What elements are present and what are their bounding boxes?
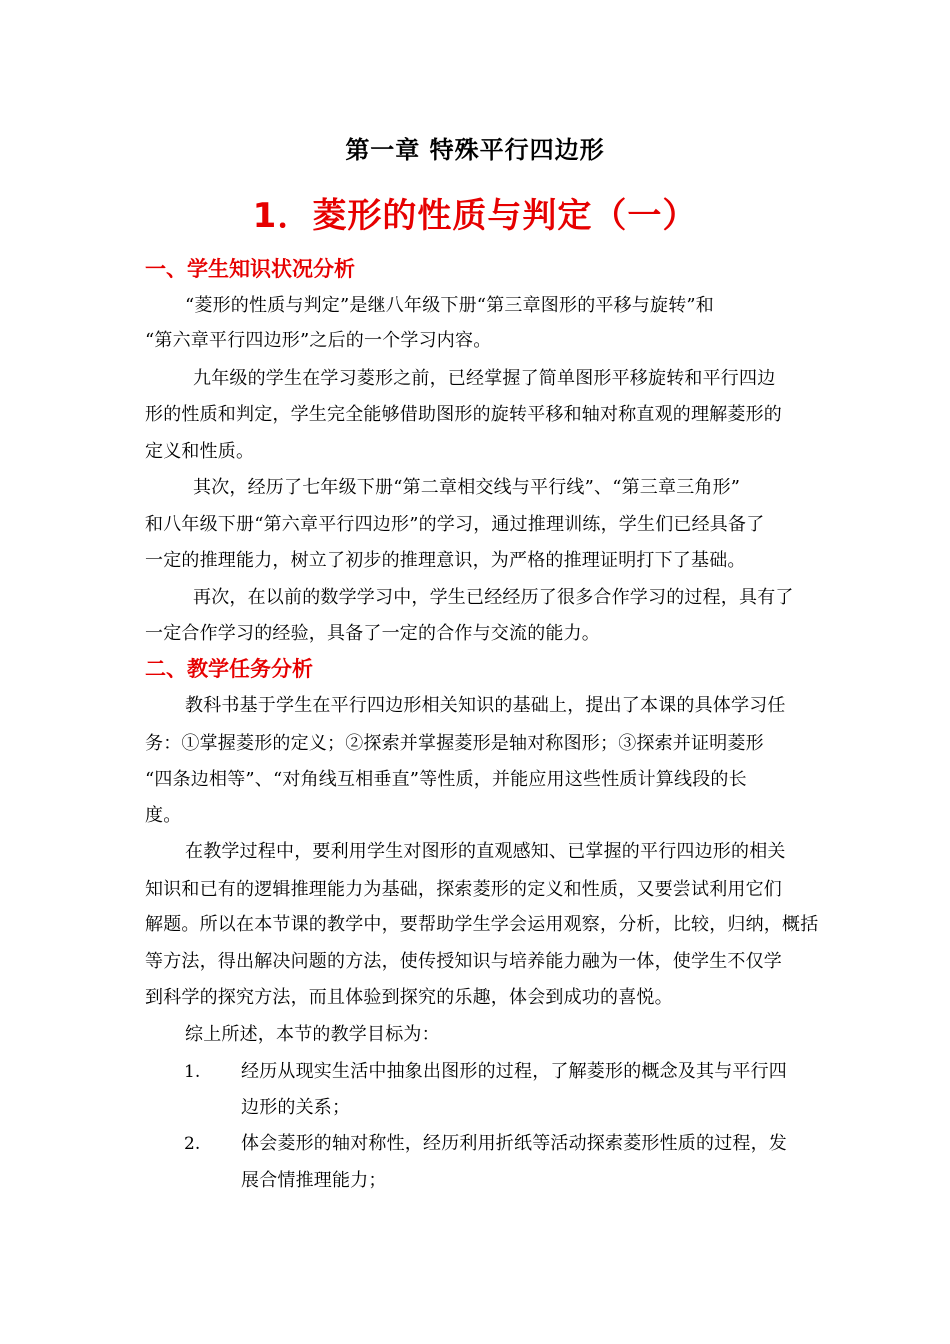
- paragraph-line: 和八年级下册“第六章平行四边形”的学习，通过推理训练，学生们已经具备了: [145, 514, 765, 535]
- paragraph-line: 务：①掌握菱形的定义；②探索并掌握菱形是轴对称图形；③探索并证明菱形: [145, 733, 764, 754]
- paragraph-line: “菱形的性质与判定”是继八年级下册“第三章图形的平移与旋转”和: [185, 295, 715, 316]
- paragraph-line: 度。: [145, 805, 182, 826]
- paragraph-line: 等方法，得出解决问题的方法，使传授知识与培养能力融为一体，使学生不仅学: [145, 951, 782, 972]
- paragraph-line: 再次，在以前的数学学习中，学生已经经历了很多合作学习的过程，具有了: [193, 587, 794, 608]
- objective-line: 体会菱形的轴对称性，经历利用折纸等活动探索菱形性质的过程，发: [241, 1133, 787, 1154]
- paragraph-line: 九年级的学生在学习菱形之前，已经掌握了简单图形平移旋转和平行四边: [193, 368, 776, 389]
- objective-line: 经历从现实生活中抽象出图形的过程，了解菱形的概念及其与平行四: [241, 1061, 787, 1082]
- paragraph-line: 解题。所以在本节课的教学中，要帮助学生学会运用观察，分析，比较，归纳，概括: [145, 914, 819, 935]
- paragraph-line: 在教学过程中，要利用学生对图形的直观感知、已掌握的平行四边形的相关: [185, 841, 786, 862]
- chapter-title: 第一章 特殊平行四边形: [345, 136, 605, 164]
- paragraph-line: “四条边相等”、“对角线互相垂直”等性质，并能应用这些性质计算线段的长: [145, 769, 747, 790]
- paragraph-line: 到科学的探究方法，而且体验到探究的乐趣，体会到成功的喜悦。: [145, 987, 673, 1008]
- paragraph-line: “第六章平行四边形”之后的一个学习内容。: [145, 330, 492, 351]
- paragraph-line: 定义和性质。: [145, 441, 255, 462]
- objective-number: 1.: [184, 1062, 201, 1082]
- paragraph-line: 一定的推理能力，树立了初步的推理意识，为严格的推理证明打下了基础。: [145, 550, 746, 571]
- paragraph-line: 知识和已有的逻辑推理能力为基础，探索菱形的定义和性质，又要尝试利用它们: [145, 879, 782, 900]
- paragraph-line: 其次，经历了七年级下册“第二章相交线与平行线”、“第三章三角形”: [193, 477, 741, 498]
- objective-line: 边形的关系；: [241, 1097, 351, 1118]
- section-heading-task-analysis: 二、教学任务分析: [145, 657, 313, 681]
- lesson-title: 1．菱形的性质与判定（一）: [252, 196, 698, 236]
- objective-line: 展合情推理能力；: [241, 1170, 387, 1191]
- paragraph-line: 综上所述，本节的教学目标为：: [185, 1024, 440, 1045]
- paragraph-line: 形的性质和判定，学生完全能够借助图形的旋转平移和轴对称直观的理解菱形的: [145, 404, 782, 425]
- objective-number: 2.: [184, 1134, 201, 1154]
- paragraph-line: 教科书基于学生在平行四边形相关知识的基础上，提出了本课的具体学习任: [185, 695, 786, 716]
- section-heading-student-analysis: 一、学生知识状况分析: [145, 257, 355, 281]
- paragraph-line: 一定合作学习的经验，具备了一定的合作与交流的能力。: [145, 623, 600, 644]
